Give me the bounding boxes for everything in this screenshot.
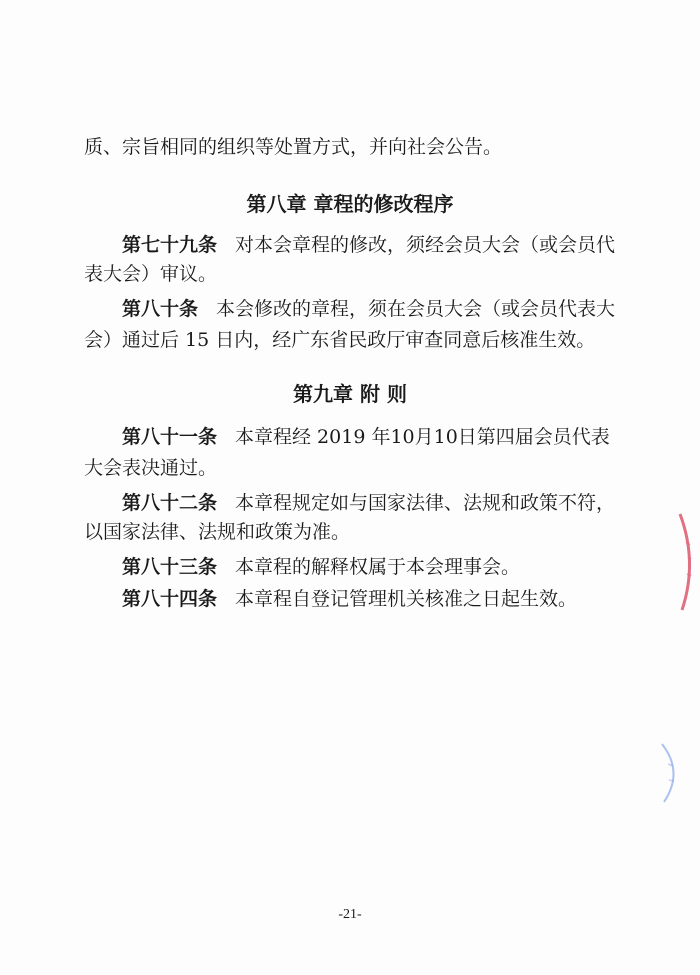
article-80-label: 第八十条 [122,298,199,320]
chapter-9-heading: 第九章 附 则 [293,382,407,406]
article-81-line-2: 大会表决通过。 [84,457,218,479]
article-84-text: 本章程自登记管理机关核准之日起生效。 [235,588,578,610]
article-83-text: 本章程的解释权属于本会理事会。 [235,556,521,578]
article-79-text-1: 对本会章程的修改，须经会员大会（或会员代 [235,234,616,256]
article-81-text-1: 本章程经 2019 年10月10日第四届会员代表 [235,426,610,448]
article-81-line-1 [122,424,610,450]
article-80-line-2: 会）通过后 15 日内，经广东省民政厅审查同意后核准生效。 [84,329,596,351]
article-83-label: 第八十三条 [122,556,218,578]
article-83-line [122,554,520,580]
article-80-line-1 [122,296,615,322]
article-82-line-1 [122,490,615,516]
continuation-text: 质、宗旨相同的组织等处置方式，并向社会公告。 [84,136,503,158]
article-82-line-2: 以国家法律、法规和政策为准。 [84,521,351,543]
seal-edge-lower [654,742,694,804]
article-80-text-1: 本会修改的章程，须在会员大会（或会员代表大 [216,298,616,320]
article-79-line-1 [122,232,615,258]
article-82-text-1: 本章程规定如与国家法律、法规和政策不符， [235,492,616,514]
article-81-label: 第八十一条 [122,426,218,448]
article-82-label: 第八十二条 [122,492,218,514]
article-79-label: 第七十九条 [122,234,218,256]
article-84-label: 第八十四条 [122,588,218,610]
article-84-line [122,586,577,612]
chapter-8-heading: 第八章 章程的修改程序 [246,192,454,216]
article-79-line-2: 表大会）审议。 [84,263,218,285]
page-number: -21- [338,907,362,922]
seal-edge-upper [670,512,700,612]
